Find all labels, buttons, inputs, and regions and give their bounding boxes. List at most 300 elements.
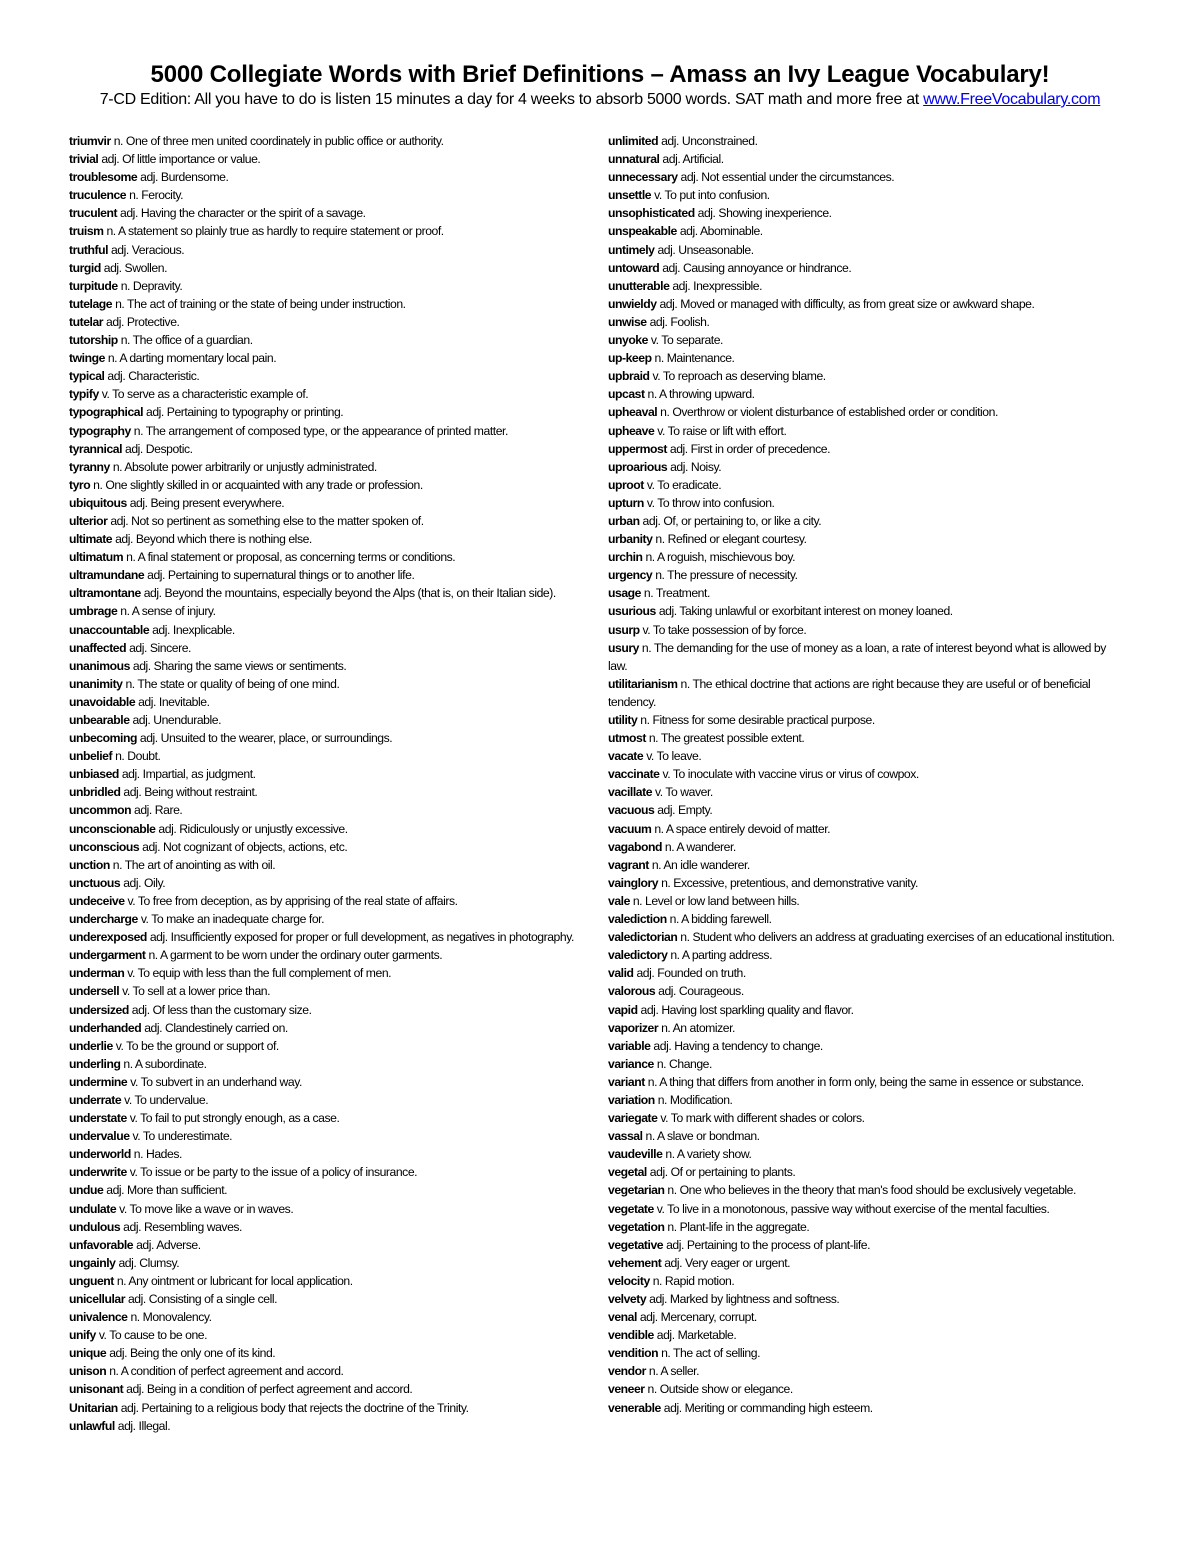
vocabulary-entry — [69, 241, 581, 259]
entry-term: usury — [608, 640, 639, 655]
entry-term: underling — [69, 1056, 121, 1071]
entry-definition: n. A garment to be worn under the ordinary outer garments. — [148, 948, 443, 963]
entry-definition: n. A wanderer. — [664, 839, 736, 854]
entry-term: underworld — [69, 1147, 131, 1162]
entry-definition: adj. Being the only one of its kind. — [109, 1346, 276, 1361]
entry-term: truism — [69, 224, 104, 239]
website-link[interactable]: www.FreeVocabulary.com — [923, 91, 1101, 108]
entry-definition: v. To undervalue. — [124, 1092, 209, 1107]
vocabulary-entry — [608, 1290, 1128, 1308]
entry-term: unnatural — [608, 152, 660, 167]
entry-definition: v. To inoculate with vaccine virus or virus of cowpox. — [662, 767, 919, 782]
vocabulary-entry — [608, 838, 1128, 856]
entry-definition: adj. Causing annoyance or hindrance. — [662, 260, 852, 275]
entry-term: utility — [608, 713, 638, 727]
entry-term: unify — [69, 1328, 96, 1343]
vocabulary-entry — [69, 1254, 581, 1272]
vocabulary-entry — [608, 729, 1128, 747]
entry-term: unique — [69, 1346, 107, 1361]
entry-term: uncommon — [69, 803, 132, 818]
entry-term: typify — [69, 387, 99, 402]
entry-term: undersell — [69, 984, 120, 999]
entry-definition: v. To be the ground or support of. — [115, 1038, 279, 1053]
entry-term: unanimity — [69, 676, 123, 691]
entry-definition: n. A statement so plainly true as hardly to require statement or proof. — [106, 224, 444, 239]
entry-term: unwieldy — [608, 296, 657, 311]
entry-term: unfavorable — [69, 1237, 134, 1252]
vocabulary-entry — [608, 1019, 1128, 1037]
entry-definition: n. The art of anointing as with oil. — [112, 857, 276, 872]
entry-definition: adj. Being in a condition of perfect agreement and accord. — [126, 1382, 413, 1397]
vocabulary-entry — [69, 494, 581, 512]
vocabulary-entry — [69, 1308, 581, 1326]
entry-term: valedictory — [608, 948, 668, 963]
entry-definition: v. To make an inadequate charge for. — [140, 912, 325, 927]
entry-term: unyoke — [608, 333, 648, 348]
entry-term: tutelage — [69, 296, 113, 311]
entry-term: vegetative — [608, 1237, 664, 1252]
entry-definition: v. To take possession of by force. — [642, 622, 807, 637]
vocabulary-entry — [608, 639, 1128, 675]
entry-definition: n. A space entirely devoid of matter. — [654, 821, 831, 836]
vocabulary-entry — [608, 982, 1128, 1000]
vocabulary-entry — [69, 1181, 581, 1199]
entry-definition: n. The act of selling. — [661, 1346, 761, 1361]
entry-definition: v. To fail to put strongly enough, as a case. — [129, 1111, 340, 1126]
entry-definition: n. Plant-life in the aggregate. — [667, 1219, 810, 1234]
entry-definition: n. Doubt. — [115, 749, 161, 764]
entry-definition: adj. Being without restraint. — [123, 785, 258, 800]
entry-definition: adj. Unendurable. — [132, 713, 222, 727]
entry-term: variable — [608, 1038, 651, 1053]
vocabulary-entry — [608, 856, 1128, 874]
entry-definition: n. Level or low land between hills. — [632, 893, 800, 908]
entry-definition: n. Rapid motion. — [652, 1273, 735, 1288]
vocabulary-entry — [69, 1417, 581, 1435]
vocabulary-entry — [69, 222, 581, 240]
entry-definition: n. The arrangement of composed type, or the appearance of printed matter. — [133, 423, 508, 438]
entry-term: understate — [69, 1111, 127, 1126]
entry-definition: adj. Of, or pertaining to, or like a city. — [642, 513, 822, 528]
vocabulary-entry — [69, 1380, 581, 1398]
entry-term: usurious — [608, 604, 656, 619]
vocabulary-entry — [69, 1127, 581, 1145]
entry-term: Unitarian — [69, 1400, 118, 1415]
entry-term: vagabond — [608, 839, 662, 854]
vocabulary-entry — [608, 1218, 1128, 1236]
vocabulary-entry — [608, 403, 1128, 421]
vocabulary-entry — [69, 132, 581, 150]
vocabulary-entry — [69, 403, 581, 421]
vocabulary-entry — [608, 222, 1128, 240]
entry-term: variance — [608, 1056, 654, 1071]
entry-term: undeceive — [69, 893, 125, 908]
entry-term: valorous — [608, 984, 656, 999]
entry-term: vapid — [608, 1002, 638, 1017]
entry-term: variegate — [608, 1111, 658, 1126]
entry-term: unisonant — [69, 1382, 124, 1397]
entry-definition: v. To leave. — [646, 749, 702, 764]
vocabulary-entry — [608, 964, 1128, 982]
entry-definition: n. A condition of perfect agreement and accord. — [109, 1364, 344, 1379]
entry-term: unconscionable — [69, 821, 156, 836]
entry-term: valid — [608, 966, 634, 981]
vocabulary-entry — [608, 1236, 1128, 1254]
entry-term: undervalue — [69, 1129, 130, 1144]
vocabulary-entry — [69, 675, 581, 693]
vocabulary-entry — [69, 1290, 581, 1308]
entry-definition: adj. Courageous. — [658, 984, 744, 999]
entry-term: vale — [608, 893, 630, 908]
entry-definition: n. Student who delivers an address at graduating exercises of an educational institution. — [680, 930, 1115, 945]
vocabulary-entry — [608, 1091, 1128, 1109]
entry-definition: adj. Burdensome. — [140, 170, 229, 185]
entry-term: urbanity — [608, 532, 653, 547]
vocabulary-entry — [608, 1037, 1128, 1055]
entry-definition: n. Overthrow or violent disturbance of established order or condition. — [660, 405, 998, 420]
entry-term: usage — [608, 586, 641, 601]
vocabulary-entry — [608, 928, 1128, 946]
entry-term: untoward — [608, 260, 660, 275]
vocabulary-entry — [69, 1037, 581, 1055]
entry-definition: n. Absolute power arbitrarily or unjustly administrated. — [112, 459, 377, 474]
entry-term: upheave — [608, 423, 655, 438]
entry-term: vehement — [608, 1255, 662, 1270]
vocabulary-entry — [69, 657, 581, 675]
entry-definition: adj. Artificial. — [662, 152, 724, 167]
entry-definition: adj. Inevitable. — [138, 694, 210, 709]
entry-term: vegetarian — [608, 1183, 665, 1198]
vocabulary-entry — [608, 204, 1128, 222]
vocabulary-entry — [69, 747, 581, 765]
entry-definition: v. To reproach as deserving blame. — [652, 369, 826, 384]
vocabulary-entry — [69, 693, 581, 711]
entry-definition: n. Modification. — [657, 1092, 733, 1107]
vocabulary-entry — [608, 530, 1128, 548]
entry-definition: n. An atomizer. — [661, 1020, 735, 1035]
entry-term: unbridled — [69, 785, 121, 800]
entry-term: truthful — [69, 242, 109, 257]
entry-definition: n. A roguish, mischievous boy. — [645, 550, 796, 565]
entry-definition: adj. Clumsy. — [118, 1255, 180, 1270]
vocabulary-entry — [608, 566, 1128, 584]
vocabulary-entry — [69, 204, 581, 222]
vocabulary-entry — [69, 874, 581, 892]
entry-definition: n. Fitness for some desirable practical purpose. — [640, 713, 875, 727]
entry-definition: adj. Having the character or the spirit of a savage. — [120, 206, 366, 221]
entry-definition: n. A thing that differs from another in form only, being the same in essence or substance. — [647, 1074, 1084, 1089]
entry-definition: n. Treatment. — [643, 586, 710, 601]
entry-definition: adj. Marketable. — [656, 1328, 737, 1343]
vocabulary-entry — [69, 801, 581, 819]
entry-definition: adj. Having lost sparkling quality and flavor. — [640, 1002, 854, 1017]
entry-definition: n. The act of training or the state of being under instruction. — [115, 296, 406, 311]
entry-term: vacate — [608, 749, 644, 764]
vocabulary-entry — [608, 910, 1128, 928]
vocabulary-entry — [69, 1200, 581, 1218]
entry-term: vegetate — [608, 1201, 654, 1216]
entry-term: triumvir — [69, 134, 111, 148]
entry-definition: adj. Founded on truth. — [636, 966, 746, 981]
entry-term: tutorship — [69, 333, 118, 348]
vocabulary-entry — [69, 946, 581, 964]
vocabulary-entry — [608, 1109, 1128, 1127]
vocabulary-entry — [608, 1145, 1128, 1163]
entry-term: velvety — [608, 1292, 647, 1306]
entry-definition: n. An idle wanderer. — [651, 857, 750, 872]
entry-definition: adj. Sharing the same views or sentiments. — [132, 658, 347, 673]
vocabulary-entry — [608, 1380, 1128, 1398]
vocabulary-entry — [608, 946, 1128, 964]
vocabulary-entry — [608, 150, 1128, 168]
entry-definition: adj. Mercenary, corrupt. — [639, 1310, 757, 1325]
vocabulary-entry — [69, 548, 581, 566]
entry-term: unison — [69, 1364, 107, 1379]
entry-term: unctuous — [69, 875, 121, 890]
entry-term: vegetation — [608, 1219, 665, 1234]
entry-term: unconscious — [69, 839, 140, 854]
entry-term: vainglory — [608, 875, 659, 890]
vocabulary-entry — [608, 476, 1128, 494]
entry-term: unanimous — [69, 658, 130, 673]
entry-term: vassal — [608, 1129, 643, 1144]
entry-definition: n. A subordinate. — [123, 1056, 207, 1071]
entry-term: underlie — [69, 1038, 113, 1053]
entry-definition: n. Maintenance. — [654, 351, 735, 366]
vocabulary-entry — [608, 349, 1128, 367]
entry-definition: adj. Meriting or commanding high esteem. — [663, 1400, 873, 1415]
entry-term: tyranny — [69, 459, 110, 474]
entry-definition: n. Excessive, pretentious, and demonstrative vanity. — [661, 875, 918, 890]
entry-term: undue — [69, 1183, 104, 1198]
entry-definition: adj. Not essential under the circumstances. — [680, 170, 895, 185]
entry-definition: n. A bidding farewell. — [669, 912, 772, 927]
entry-definition: n. A final statement or proposal, as concerning terms or conditions. — [126, 550, 456, 565]
entry-term: upbraid — [608, 369, 650, 384]
entry-definition: adj. Characteristic. — [107, 369, 200, 384]
entry-term: vaccinate — [608, 767, 660, 782]
vocabulary-entry — [608, 277, 1128, 295]
entry-definition: v. To subvert in an underhand way. — [130, 1074, 302, 1089]
entry-term: undulate — [69, 1201, 117, 1216]
entry-definition: adj. Showing inexperience. — [697, 206, 832, 221]
entry-definition: v. To live in a monotonous, passive way without exercise of the mental faculties. — [656, 1201, 1050, 1216]
vocabulary-entry — [608, 168, 1128, 186]
entry-term: unlawful — [69, 1418, 115, 1433]
vocabulary-entry — [608, 313, 1128, 331]
vocabulary-entry — [69, 295, 581, 313]
entry-definition: n. Change. — [656, 1056, 712, 1071]
entry-definition: adj. Unseasonable. — [657, 242, 754, 257]
entry-term: urchin — [608, 550, 643, 565]
entry-term: unbiased — [69, 767, 119, 782]
entry-term: unspeakable — [608, 224, 677, 239]
entry-definition: v. To sell at a lower price than. — [122, 984, 271, 999]
entry-term: ultimate — [69, 532, 113, 547]
entry-definition: adj. Beyond which there is nothing else. — [115, 532, 312, 547]
vocabulary-entry — [69, 150, 581, 168]
vocabulary-entry — [608, 621, 1128, 639]
vocabulary-entry — [69, 1055, 581, 1073]
entry-definition: v. To underestimate. — [132, 1129, 233, 1144]
entry-term: vendible — [608, 1328, 654, 1343]
entry-definition: adj. Ridiculously or unjustly excessive. — [158, 821, 348, 836]
entry-definition: adj. Pertaining to typography or printing. — [146, 405, 344, 420]
vocabulary-entry — [69, 566, 581, 584]
vocabulary-entry — [608, 747, 1128, 765]
entry-definition: adj. Having a tendency to change. — [653, 1038, 823, 1053]
entry-term: unwise — [608, 314, 647, 329]
vocabulary-entry — [69, 385, 581, 403]
page-subtitle — [0, 89, 1200, 111]
entry-term: uppermost — [608, 441, 667, 456]
entry-definition: v. To separate. — [650, 333, 723, 348]
vocabulary-entry — [69, 1236, 581, 1254]
entry-term: utmost — [608, 731, 646, 746]
entry-definition: v. To move like a wave or in waves. — [119, 1201, 294, 1216]
entry-term: turgid — [69, 260, 101, 275]
vocabulary-entry — [69, 1272, 581, 1290]
entry-term: tutelar — [69, 314, 104, 329]
left-column — [69, 132, 581, 1435]
vocabulary-entry — [608, 801, 1128, 819]
entry-definition: v. To cause to be one. — [98, 1328, 208, 1343]
vocabulary-entry — [608, 820, 1128, 838]
entry-term: uproot — [608, 477, 644, 492]
vocabulary-entry — [69, 765, 581, 783]
subtitle-text: 7-CD Edition: All you have to do is listen 15 minutes a day for 4 weeks to absorb 5000 words. SAT math and more free at — [99, 91, 919, 108]
entry-term: variant — [608, 1074, 645, 1089]
entry-definition: adj. Taking unlawful or exorbitant interest on money loaned. — [658, 604, 953, 619]
vocabulary-entry — [69, 168, 581, 186]
vocabulary-entry — [69, 1019, 581, 1037]
vocabulary-entry — [608, 675, 1128, 711]
entry-definition: n. Hades. — [133, 1147, 182, 1162]
entry-term: undermine — [69, 1074, 128, 1089]
entry-term: velocity — [608, 1273, 650, 1288]
entry-definition: n. Outside show or elegance. — [647, 1382, 793, 1397]
entry-definition: adj. Pertaining to a religious body that rejects the doctrine of the Trinity. — [120, 1400, 469, 1415]
entry-term: undergarment — [69, 948, 146, 963]
vocabulary-entry — [608, 1308, 1128, 1326]
entry-term: unutterable — [608, 278, 670, 293]
entry-term: unaccountable — [69, 622, 150, 637]
entry-definition: adj. Moved or managed with difficulty, as from great size or awkward shape. — [659, 296, 1035, 311]
vocabulary-entry — [608, 602, 1128, 620]
entry-term: venal — [608, 1310, 637, 1325]
entry-definition: v. To mark with different shades or colors. — [660, 1111, 865, 1126]
entry-definition: adj. Of less than the customary size. — [131, 1002, 312, 1017]
vocabulary-entry — [608, 512, 1128, 530]
entry-definition: adj. Not cognizant of objects, actions, etc. — [142, 839, 348, 854]
entry-definition: adj. Noisy. — [670, 459, 722, 474]
vocabulary-entry — [69, 422, 581, 440]
entry-definition: adj. Clandestinely carried on. — [144, 1020, 288, 1035]
vocabulary-entry — [69, 530, 581, 548]
entry-term: vegetal — [608, 1165, 647, 1180]
entry-term: unnecessary — [608, 170, 678, 185]
vocabulary-entry — [608, 295, 1128, 313]
entry-definition: n. One of three men united coordinately in public office or authority. — [113, 134, 444, 148]
vocabulary-entry — [608, 494, 1128, 512]
entry-term: valediction — [608, 912, 667, 927]
vocabulary-entry — [69, 440, 581, 458]
entry-term: undulous — [69, 1219, 121, 1234]
entry-definition: adj. Impartial, as judgment. — [121, 767, 256, 782]
entry-definition: adj. Marked by lightness and softness. — [649, 1292, 840, 1306]
vocabulary-entry — [608, 422, 1128, 440]
vocabulary-entry — [69, 1218, 581, 1236]
entry-definition: adj. Inexplicable. — [152, 622, 235, 637]
entry-term: univalence — [69, 1310, 128, 1325]
vocabulary-entry — [608, 241, 1128, 259]
entry-term: vaporizer — [608, 1020, 659, 1035]
entry-definition: adj. Insufficiently exposed for proper or full development, as negatives in photography. — [149, 930, 574, 945]
entry-definition: n. A seller. — [648, 1364, 700, 1379]
entry-definition: adj. Inexpressible. — [672, 278, 763, 293]
entry-term: troublesome — [69, 170, 138, 185]
vocabulary-entry — [608, 1001, 1128, 1019]
entry-definition: adj. More than sufficient. — [106, 1183, 228, 1198]
vocabulary-entry — [69, 349, 581, 367]
entry-term: unbearable — [69, 713, 130, 727]
entry-definition: adj. Unconstrained. — [661, 134, 758, 148]
entry-definition: n. Monovalency. — [130, 1310, 212, 1325]
vocabulary-entry — [69, 186, 581, 204]
vocabulary-entry — [69, 259, 581, 277]
entry-definition: v. To equip with less than the full complement of men. — [127, 966, 392, 981]
entry-definition: n. The demanding for the use of money as a loan, a rate of interest beyond what is allowed by law. — [608, 640, 1106, 673]
entry-term: uproarious — [608, 459, 668, 474]
entry-term: typography — [69, 423, 131, 438]
entry-term: unbelief — [69, 749, 113, 764]
vocabulary-entry — [608, 385, 1128, 403]
entry-definition: adj. Despotic. — [125, 441, 193, 456]
vocabulary-entry — [608, 367, 1128, 385]
entry-term: upcast — [608, 387, 645, 402]
vocabulary-entry — [69, 512, 581, 530]
vocabulary-entry — [69, 729, 581, 747]
entry-term: ubiquitous — [69, 495, 127, 510]
entry-definition: n. A throwing upward. — [647, 387, 755, 402]
vocabulary-entry — [69, 1362, 581, 1380]
vocabulary-entry — [608, 892, 1128, 910]
entry-definition: adj. Consisting of a single cell. — [127, 1292, 278, 1306]
entry-term: vacillate — [608, 785, 653, 800]
entry-definition: adj. Unsuited to the wearer, place, or surroundings. — [139, 731, 393, 746]
entry-definition: adj. First in order of precedence. — [669, 441, 831, 456]
entry-definition: v. To raise or lift with effort. — [657, 423, 787, 438]
entry-definition: n. The office of a guardian. — [120, 333, 253, 348]
entry-term: vendor — [608, 1364, 646, 1379]
entry-definition: adj. Pertaining to supernatural things or to another life. — [147, 568, 415, 583]
entry-term: vacuous — [608, 803, 655, 818]
vocabulary-entry — [69, 1145, 581, 1163]
entry-term: underrate — [69, 1092, 122, 1107]
vocabulary-entry — [69, 1001, 581, 1019]
entry-definition: adj. Pertaining to the process of plant-life. — [666, 1237, 871, 1252]
entry-definition: v. To put into confusion. — [654, 188, 770, 203]
entry-term: unguent — [69, 1273, 114, 1288]
entry-term: urgency — [608, 568, 653, 583]
entry-term: trivial — [69, 152, 99, 167]
vocabulary-entry — [608, 1362, 1128, 1380]
entry-definition: adj. Rare. — [134, 803, 183, 818]
entry-definition: adj. Adverse. — [136, 1237, 201, 1252]
entry-term: tyrannical — [69, 441, 123, 456]
entry-definition: v. To throw into confusion. — [646, 495, 775, 510]
entry-definition: n. The ethical doctrine that actions are right because they are useful or of beneficial tendency. — [608, 676, 1091, 709]
